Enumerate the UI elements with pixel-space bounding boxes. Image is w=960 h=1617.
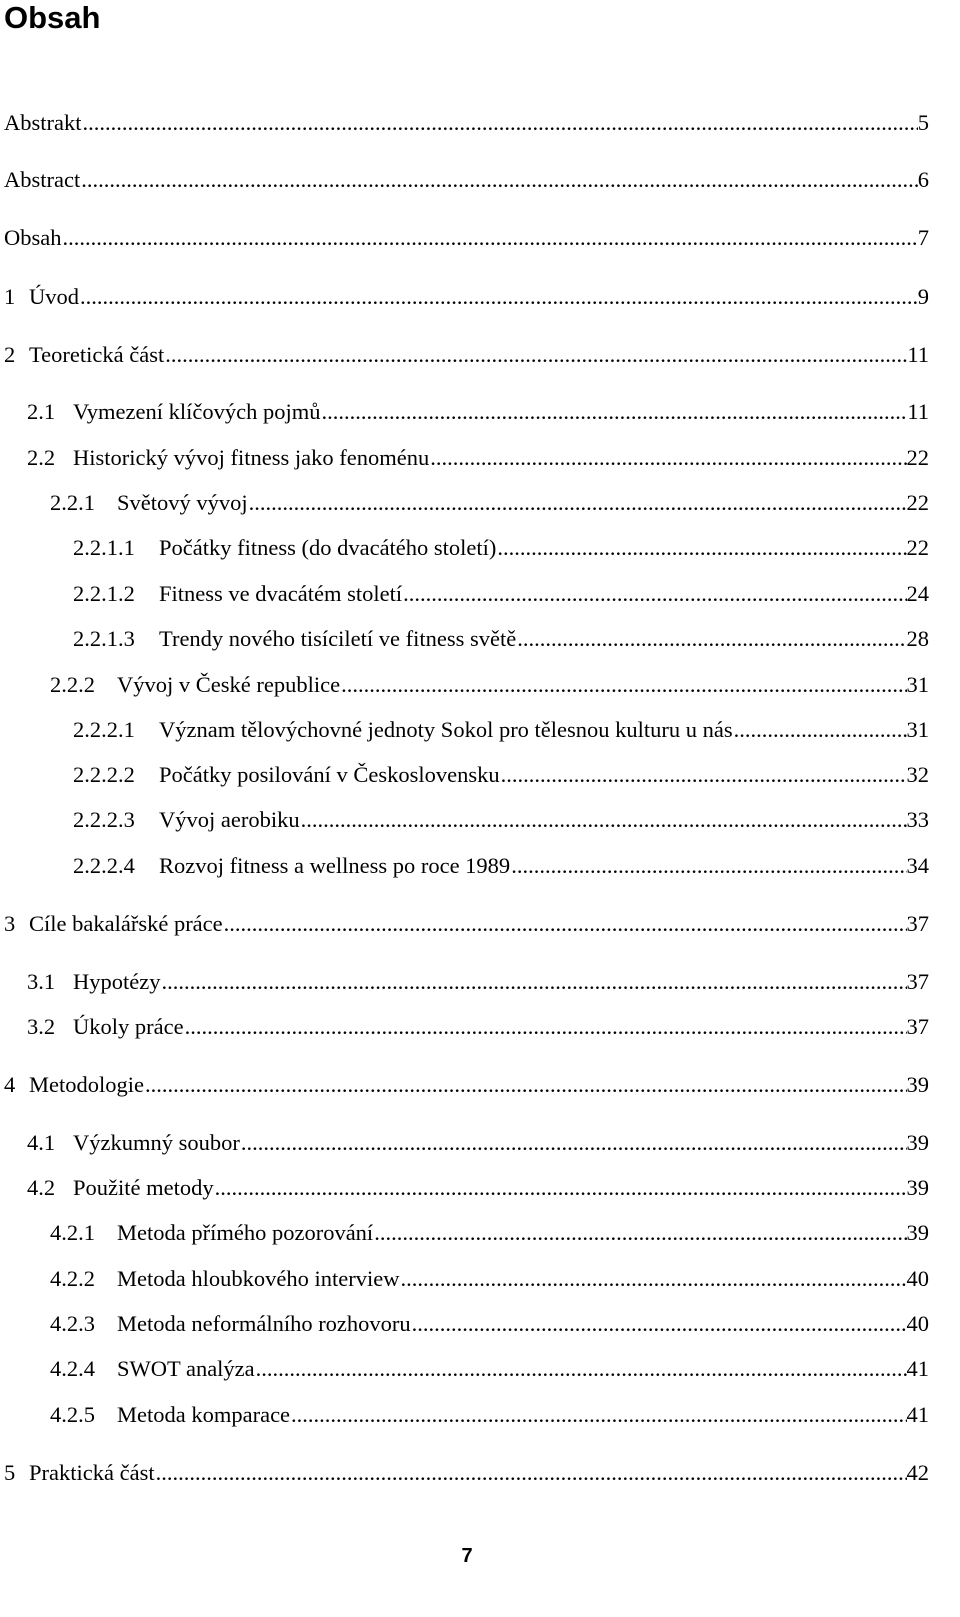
toc-entry-2-2-1[interactable]	[50, 488, 929, 518]
toc-entry-label: Obsah	[4, 225, 62, 250]
toc-entry-page: 42	[906, 1460, 929, 1485]
toc-leader-dots	[733, 715, 907, 745]
toc-entry-page: 41	[906, 1356, 929, 1381]
toc-entry-label: Metoda přímého pozorování	[117, 1220, 374, 1245]
toc-entry-2-2-2-4[interactable]	[73, 851, 929, 881]
toc-entry-number: 5	[4, 1460, 16, 1485]
toc-leader-dots	[164, 340, 907, 370]
toc-entry-page: 40	[906, 1266, 929, 1291]
toc-entry-label: Světový vývoj	[117, 490, 248, 515]
toc-entry-page: 24	[906, 581, 929, 606]
toc-entry-number: 3.2	[27, 1014, 56, 1039]
toc-leader-dots	[82, 108, 918, 138]
toc-entry-label: Hypotézy	[73, 969, 161, 994]
toc-entry-4-1[interactable]	[27, 1128, 929, 1158]
toc-entry-label: Úvod	[29, 284, 79, 309]
toc-entry-2-2[interactable]	[27, 443, 929, 473]
toc-entry-2-2-1-1[interactable]	[73, 533, 929, 563]
toc-entry-4-2-1[interactable]	[50, 1218, 929, 1248]
toc-entry-number: 3.1	[27, 969, 56, 994]
toc-leader-dots	[79, 282, 918, 312]
toc-entry-obsah[interactable]	[4, 223, 929, 253]
toc-entry-label: Metodologie	[29, 1072, 144, 1097]
toc-entry-page: 37	[906, 911, 929, 936]
toc-entry-number: 4.2.4	[50, 1356, 95, 1381]
toc-entry-label: Praktická část	[29, 1460, 155, 1485]
toc-leader-dots	[320, 397, 907, 427]
toc-entry-label: Cíle bakalářské práce	[29, 911, 223, 936]
toc-leader-dots	[80, 165, 918, 195]
toc-entry-label: Vývoj aerobiku	[159, 807, 300, 832]
toc-entry-page: 6	[917, 167, 929, 192]
toc-entry-number: 2.2.1	[50, 490, 95, 515]
toc-entry-label: Historický vývoj fitness jako fenoménu	[73, 445, 430, 470]
toc-entry-page: 11	[907, 399, 929, 424]
toc-leader-dots	[399, 1264, 906, 1294]
toc-entry-number: 2.2.1.1	[73, 535, 135, 560]
toc-entry-label: Teoretická část	[29, 342, 165, 367]
toc-entry-page: 40	[906, 1311, 929, 1336]
toc-leader-dots	[340, 670, 906, 700]
toc-entry-label: Význam tělovýchovné jednoty Sokol pro tělesnou kulturu u nás	[159, 717, 733, 742]
toc-entry-page: 31	[906, 717, 929, 742]
toc-entry-5[interactable]	[4, 1458, 929, 1488]
toc-entry-number: 4.2.5	[50, 1402, 95, 1427]
toc-entry-number: 4.2.2	[50, 1266, 95, 1291]
toc-entry-number: 2.2.1.2	[73, 581, 135, 606]
toc-entry-4-2-2[interactable]	[50, 1264, 929, 1294]
toc-entry-page: 37	[906, 969, 929, 994]
toc-entry-page: 22	[906, 445, 929, 470]
toc-entry-number: 2.2.2.2	[73, 762, 135, 787]
toc-entry-page: 41	[906, 1402, 929, 1427]
toc-leader-dots	[411, 1309, 907, 1339]
toc-entry-number: 2	[4, 342, 16, 367]
toc-entry-label: Metoda komparace	[117, 1402, 291, 1427]
toc-entry-4-2[interactable]	[27, 1173, 929, 1203]
toc-leader-dots	[373, 1218, 906, 1248]
toc-entry-page: 39	[906, 1130, 929, 1155]
toc-leader-dots	[248, 488, 907, 518]
toc-entry-page: 37	[906, 1014, 929, 1039]
toc-entry-4-2-4[interactable]	[50, 1354, 929, 1384]
toc-entry-number: 4.1	[27, 1130, 56, 1155]
page-number: 7	[461, 1545, 473, 1567]
toc-entry-number: 3	[4, 911, 16, 936]
toc-entry-abstract[interactable]	[4, 165, 929, 195]
toc-entry-label: Fitness ve dvacátém století	[159, 581, 403, 606]
toc-entry-label: Metoda hloubkového interview	[117, 1266, 400, 1291]
toc-entry-number: 2.2.2.4	[73, 853, 135, 878]
toc-entry-number: 2.2.2.3	[73, 807, 135, 832]
toc-entry-4[interactable]	[4, 1070, 929, 1100]
toc-leader-dots	[290, 1400, 906, 1430]
toc-entry-number: 2.2.2	[50, 672, 95, 697]
toc-entry-number: 1	[4, 284, 16, 309]
toc-entry-number: 4.2.1	[50, 1220, 95, 1245]
toc-entry-page: 39	[906, 1072, 929, 1097]
toc-entry-label: Abstrakt	[4, 110, 82, 135]
toc-entry-3-2[interactable]	[27, 1012, 929, 1042]
toc-entry-label: Úkoly práce	[73, 1014, 184, 1039]
toc-entry-label: Počátky fitness (do dvacátého století)	[159, 535, 497, 560]
toc-entry-number: 2.1	[27, 399, 56, 424]
toc-entry-page: 22	[906, 535, 929, 560]
toc-entry-number: 4.2.3	[50, 1311, 95, 1336]
toc-leader-dots	[184, 1012, 907, 1042]
toc-entry-label: Vymezení klíčových pojmů	[73, 399, 321, 424]
toc-entry-page: 39	[906, 1220, 929, 1245]
toc-entry-2-2-2-3[interactable]	[73, 805, 929, 835]
toc-leader-dots	[144, 1070, 907, 1100]
toc-entry-label: Výzkumný soubor	[73, 1130, 240, 1155]
toc-entry-2-2-1-3[interactable]	[73, 624, 929, 654]
toc-entry-page: 5	[917, 110, 929, 135]
toc-entry-page: 33	[906, 807, 929, 832]
toc-leader-dots	[160, 967, 906, 997]
toc-entry-2[interactable]	[4, 340, 929, 370]
toc-leader-dots	[255, 1354, 907, 1384]
toc-entry-number: 2.2	[27, 445, 56, 470]
toc-entry-number: 2.2.2.1	[73, 717, 135, 742]
toc-entry-label: Metoda neformálního rozhovoru	[117, 1311, 411, 1336]
toc-entry-page: 39	[906, 1175, 929, 1200]
toc-entry-3[interactable]	[4, 909, 929, 939]
toc-leader-dots	[214, 1173, 907, 1203]
toc-entry-label: Počátky posilování v Československu	[159, 762, 500, 787]
toc-leader-dots	[223, 909, 907, 939]
toc-entry-4-2-5[interactable]	[50, 1400, 929, 1430]
toc-leader-dots	[402, 579, 906, 609]
toc-entry-page: 28	[906, 626, 929, 651]
toc-entry-label: Rozvoj fitness a wellness po roce 1989	[159, 853, 511, 878]
toc-entry-number: 2.2.1.3	[73, 626, 135, 651]
toc-entry-label: Trendy nového tisíciletí ve fitness světě	[159, 626, 517, 651]
toc-entry-page: 22	[906, 490, 929, 515]
toc-entry-label: Abstract	[4, 167, 81, 192]
toc-entry-label: Vývoj v České republice	[117, 672, 341, 697]
toc-entry-label: Použité metody	[73, 1175, 214, 1200]
toc-entry-2-2-2-2[interactable]	[73, 760, 929, 790]
toc-leader-dots	[300, 805, 907, 835]
toc-entry-page: 34	[906, 853, 929, 878]
toc-entry-2-2-2[interactable]	[50, 670, 929, 700]
toc-entry-page: 9	[917, 284, 929, 309]
toc-entry-2-1[interactable]	[27, 397, 929, 427]
toc-entry-2-2-1-2[interactable]	[73, 579, 929, 609]
toc-entry-3-1[interactable]	[27, 967, 929, 997]
toc-entry-page: 11	[907, 342, 929, 367]
toc-entry-label: SWOT analýza	[117, 1356, 255, 1381]
toc-leader-dots	[500, 760, 907, 790]
toc-entry-page: 31	[906, 672, 929, 697]
toc-entry-number: 4	[4, 1072, 16, 1097]
toc-leader-dots	[155, 1458, 907, 1488]
toc-entry-2-2-2-1[interactable]	[73, 715, 929, 745]
toc-leader-dots	[496, 533, 906, 563]
toc-leader-dots	[240, 1128, 907, 1158]
toc-entry-4-2-3[interactable]	[50, 1309, 929, 1339]
toc-leader-dots	[516, 624, 906, 654]
toc-leader-dots	[429, 443, 906, 473]
toc-leader-dots	[510, 851, 906, 881]
toc-leader-dots	[62, 223, 918, 253]
toc-entry-abstrakt[interactable]	[4, 108, 929, 138]
page-title: Obsah	[4, 0, 101, 35]
toc-entry-number: 4.2	[27, 1175, 56, 1200]
toc-entry-page: 32	[906, 762, 929, 787]
toc-entry-1[interactable]	[4, 282, 929, 312]
toc-entry-page: 7	[917, 225, 929, 250]
